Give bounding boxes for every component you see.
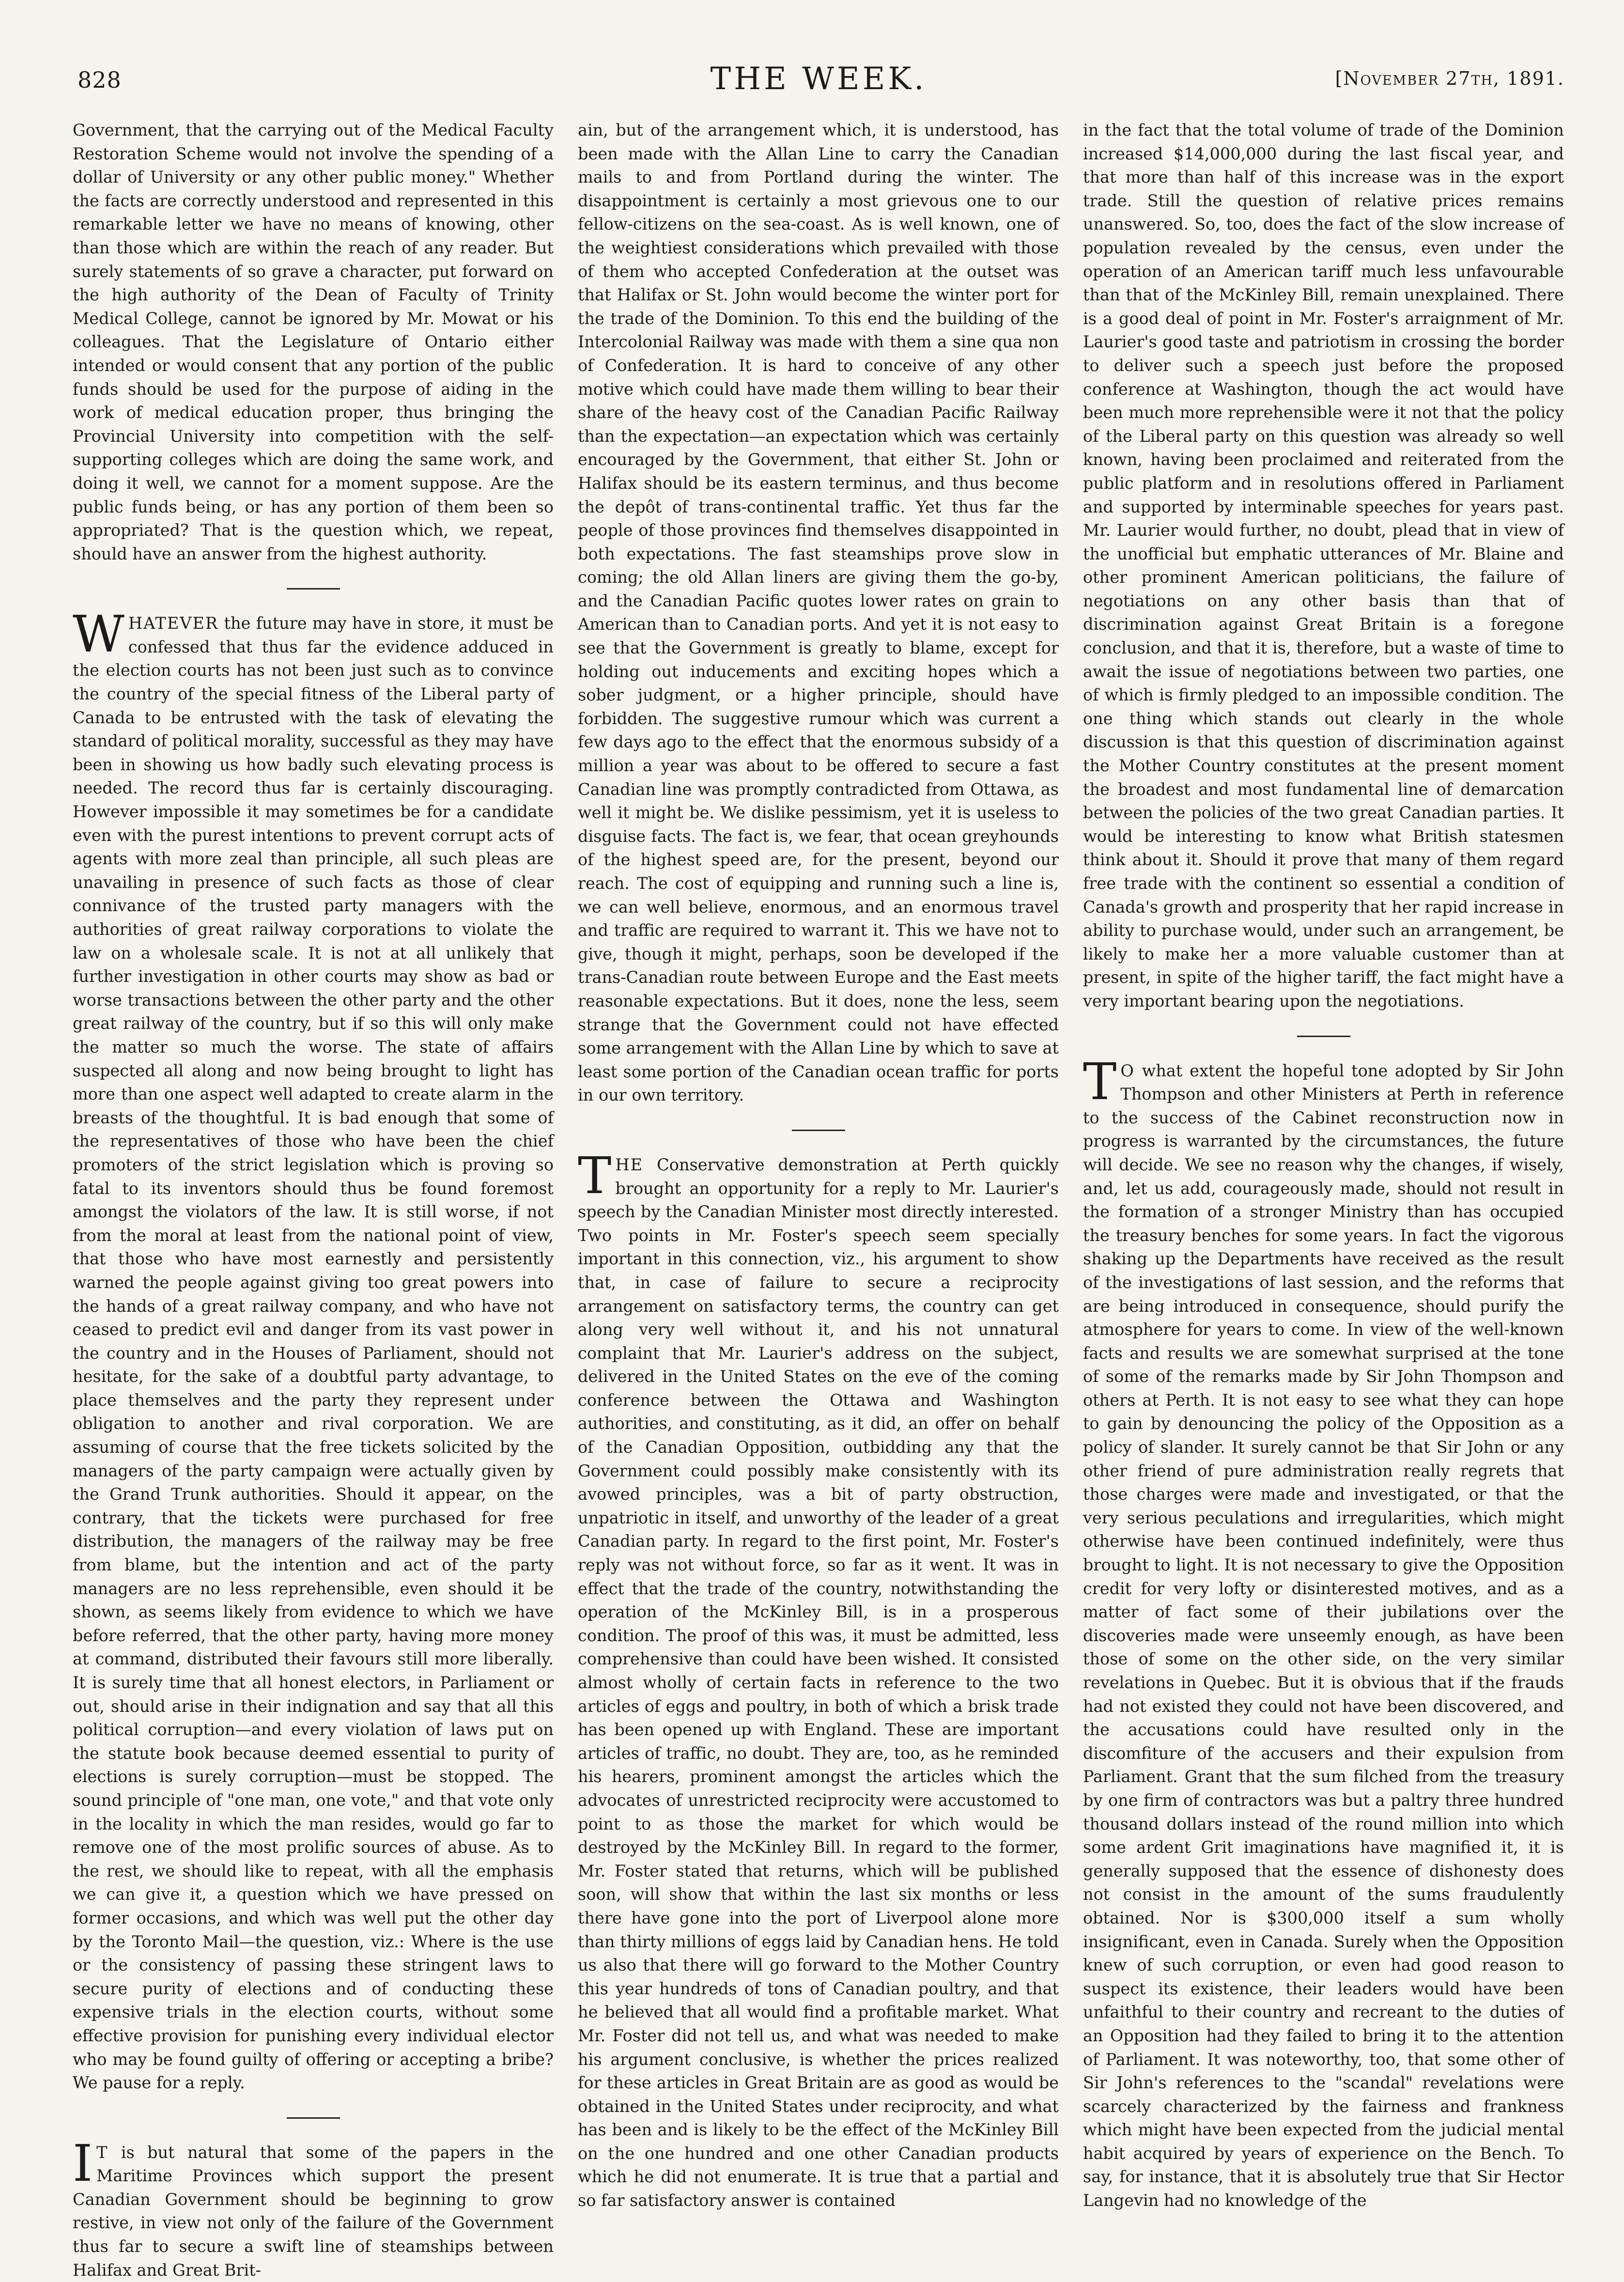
journal-title: THE WEEK. <box>710 61 927 97</box>
article-perth-demonstration <box>578 1146 1059 2213</box>
page-number: 828 <box>77 67 122 93</box>
article-text: in the fact that the total volume of trade of the Dominion increased $14,000,000 during the last fiscal year, and that more than half of this increase was in the export trade. Still the question of relative prices remains unanswered. So, too, does the fact of the slow increase of population revealed by the census, even under the operation of an American tariff much less unfavourable than that of the McKinley Bill, remain unexplained. There is a good deal of point in Mr. Foster's arraignment of Mr. Laurier's good taste and patriotism in crossing the border to deliver such a speech just before the proposed conference at Washington, though the act would have been much more reprehensible were it not that the policy of the Liberal party on this question was already so well known, having been proclaimed and reiterated from the public platform and in resolutions offered in Parliament and supported by interminable speeches for years past. Mr. Laurier would further, no doubt, plead that in view of the unofficial but emphatic utterances of Mr. Blaine and other prominent American politicians, the failure of negotiations on any other basis than that of discrimination against Great Britain is a foregone conclusion, and that it is, therefore, but a waste of time to await the issue of negotiations between two parties, one of which is firmly pledged to an impossible condition. The one thing which stands out clearly in the whole discussion is that this question of discrimination against the Mother Country constitutes at the present moment the broadest and most fundamental line of demarcation between the policies of the two great Canadian parties. It would be interesting to know what British statesmen think about it. Should it prove that many of them regard free trade with the continent so essential a condition of Canada's growth and prosperity that her rapid increase in ability to purchase would, under such an arrangement, be likely to make her a more valuable customer than at present, in spite of the higher tariff, the fact might have a very important bearing upon the negotiations. <box>1083 121 1564 1010</box>
section-divider <box>287 2117 340 2119</box>
article-text: Government, that the carrying out of the Medical Faculty Restoration Scheme would not involve the spending of a dollar of University or any other public money." Whether the facts are correctly understood and represented in this remarkable letter we have no means of knowing, other than those which are within the reach of any reader. But surely statements of so grave a character, put forward on the high authority of the Dean of Faculty of Trinity Medical College, cannot be ignored by Mr. Mowat or his colleagues. That the Legislature of Ontario either intended or would consent that any portion of the public funds should be used for the purpose of aiding in the work of medical education proper, thus bringing the Provincial University into competition with the self-supporting colleges which are doing the same work, and doing it well, we cannot for a moment suppose. Are the public funds being, or has any portion of them been so appropriated? That is the question which, we repeat, should have an answer from the highest authority. <box>73 121 554 563</box>
section-divider <box>1297 1036 1350 1037</box>
article-perth-demonstration-continued <box>1083 119 1564 1013</box>
article-election-courts <box>73 605 554 2095</box>
article-columns <box>73 119 1564 2280</box>
column-3 <box>1083 119 1564 2240</box>
article-medical-faculty-continued <box>73 119 554 566</box>
column-1 <box>73 119 554 2280</box>
drop-cap: T <box>578 1146 612 1205</box>
lead-word: O <box>1120 1061 1135 1080</box>
lead-word: HATEVER <box>128 614 219 633</box>
lead-word: HE <box>615 1155 644 1174</box>
article-text: is but natural that some of the papers in the Maritime Provinces which support the present Canadian Government should be beginning to grow restive, in view not only of the failure of the Government thus far to secure a swift line of steamships between Halifax and Great Brit- <box>73 2142 554 2280</box>
article-paragraph <box>578 1146 1059 2213</box>
article-paragraph <box>73 605 554 2095</box>
article-text: ain, but of the arrangement which, it is understood, has been made with the Allan Line to carry the Canadian mails to and from Portland during the winter. The disappointment is certainly a most grievous one to our fellow-citizens on the sea-coast. As is well known, one of the weightiest considerations which prevailed with those of them who accepted Confederation at the outset was that Halifax or St. John would become the winter port for the trade of the Dominion. To this end the building of the Intercolonial Railway was made with them a sine qua non of Confederation. It is hard to conceive of any other motive which could have made them willing to bear their share of the heavy cost of the Canadian Pacific Railway than the expectation—an expectation which was certainly encouraged by the Government, that either St. John or Halifax should be its eastern terminus, and thus become the depôt of trans-continental traffic. Yet thus far the people of those provinces find themselves disappointed in both expectations. The fast steamships prove slow in coming; the old Allan liners are giving them the go-by, and the Canadian Pacific quotes lower rates on grain to American than to Canadian ports. And yet it is not easy to see that the Government is greatly to blame, except for holding out inducements and exciting hopes which a sober judgment, or a higher principle, should have forbidden. The suggestive rumour which was current a few days ago to the effect that the enormous subsidy of a million a year was about to be offered to secure a fast Canadian line was promptly contradicted from Ottawa, as well it might be. We dislike pessimism, yet it is useless to disguise facts. The fact is, we fear, that ocean greyhounds of the highest speed are, for the present, beyond our reach. The cost of equipping and running such a line is, we can well believe, enormous, and an enormous travel and traffic are required to warrant it. This we have not to give, though it might, perhaps, soon be developed if the trans-Canadian route between Europe and the East meets reasonable expectations. But it does, none the less, seem strange that the Government could not have effected some arrangement with the Allan Line by which to save at least some portion of the Canadian ocean traffic for ports in our own territory. <box>578 121 1059 1105</box>
article-text: Conservative demonstration at Perth quickly brought an opportunity for a reply to Mr. Laurier's speech by the Canadian Minister most directly interested. Two points in Mr. Foster's speech seem specially important in this connection, viz., his argument to show that, in case of failure to secure a reciprocity arrangement on satisfactory terms, the country can get along very well without it, and his not unnatural complaint that Mr. Laurier's address on the subject, delivered in the United States on the eve of the coming conference between the Ottawa and Washington authorities, and constituting, as it did, an offer on behalf of the Canadian Opposition, outbidding any that the Government could possibly make consistently with its avowed principles, was a bit of party obstruction, unpatriotic in itself, and unworthy of the leader of a great Canadian party. In regard to the first point, Mr. Foster's reply was not without force, so far as it went. It was in effect that the trade of the country, notwithstanding the operation of the McKinley Bill, is in a prosperous condition. The proof of this was, it must be admitted, less comprehensive than could have been wished. It consisted almost wholly of certain facts in reference to the two articles of eggs and poultry, in both of which a brisk trade has been opened up with England. These are important articles of traffic, no doubt. They are, too, as he reminded his hearers, prominent amongst the articles which the advocates of unrestricted reciprocity were accustomed to point to as those the market for which would be destroyed by the McKinley Bill. In regard to the former, Mr. Foster stated that returns, which will be published soon, will show that within the last six months or less there have gone into the port of Liverpool alone more than thirty millions of eggs laid by Canadian hens. He told us also that there will go forward to the Mother Country this year hundreds of tons of Canadian poultry, and that he believed that all would find a profitable market. What Mr. Foster did not tell us, and what was needed to make his argument conclusive, is whether the prices realized for these articles in Great Britain are as good as would be obtained in the United States under reciprocity, and what has been and is likely to be the effect of the McKinley Bill on the one hundred and one other Canadian products which he did not enumerate. It is true that a partial and so far satisfactory answer is contained <box>578 1155 1059 2210</box>
article-paragraph <box>1083 1052 1564 2213</box>
lead-word: T <box>96 2142 108 2162</box>
section-divider <box>287 588 340 590</box>
section-divider <box>792 1130 845 1131</box>
article-text: the future may have in store, it must be confessed that thus far the evidence adduced in the election courts has not been just such as to convince the country of the special fitness of the Liberal party of Canada to be entrusted with the task of elevating the standard of political morality, successful as they may have been in showing us how badly such elevating process is needed. The record thus far is certainly discouraging. However impossible it may sometimes be for a candidate even with the purest intentions to prevent corrupt acts of agents with more zeal than principle, all such pleas are unavailing in presence of such facts as those of clear connivance of the trusted party managers with the authorities of great railway corporations to violate the law on a wholesale scale. It is not at all unlikely that further investigation in other courts may show as bad or worse transactions between the other party and the other great railway of the country, but if so this will only make the matter so much the worse. The state of affairs suspected all along and now being brought to light has more than one aspect well adapted to create alarm in the breasts of the thoughtful. It is bad enough that some of the representatives of those who have been the chief promoters of the strict legislation which is proving so fatal to its inventors should thus be found foremost amongst the violators of the law. It is still worse, if not from the moral at least from the national point of view, that those who have most earnestly and persistently warned the people against giving too great powers into the hands of a great railway company, and who have not ceased to predict evil and danger from its vast power in the country and in the Houses of Parliament, should not hesitate, for the sake of a doubtful party advantage, to place themselves and the party they represent under obligation to another and rival corporation. We are assuming of course that the free tickets solicited by the managers of the party campaign were actually given by the Grand Trunk authorities. Should it appear, on the contrary, that the tickets were purchased for free distribution, the managers of the railway may be free from blame, but the intention and act of the party managers are no less reprehensible, even should it be shown, as seems likely from evidence to which we have before referred, that the other party, having more money at command, distributed their favours still more liberally. It is surely time that all honest electors, in Parliament or out, should arise in their indignation and say that all this political corruption—and every violation of laws put on the statute book because deemed essential to purity of elections is surely corruption—must be stopped. The sound principle of "one man, one vote," and that vote only in the locality in which the man resides, would go far to remove one of the most prolific sources of abuse. As to the rest, we should like to repeat, with all the emphasis we can give it, a question which we have pressed on former occasions, and which was well put the other day by the Toronto Mail—the question, viz.: Where is the use or the consistency of passing these stringent laws to secure purity of elections and of conducting these expensive trials in the election courts, without some effective provision for punishing every individual elector who may be found guilty of offering or accepting a bribe? We pause for a reply. <box>73 614 554 2093</box>
page-header <box>73 57 1564 101</box>
article-cabinet-reconstruction <box>1083 1052 1564 2213</box>
column-2 <box>578 119 1059 2240</box>
drop-cap: W <box>73 605 124 664</box>
issue-date: [November 27th, 1891. <box>1335 68 1564 89</box>
article-text: what extent the hopeful tone adopted by Sir John Thompson and other Ministers at Perth in reference to the success of the Cabinet reconstruction now in progress is warranted by the circumstances, the future will decide. We see no reason why the changes, if wisely, and, let us add, courageously made, should not result in the formation of a stronger Ministry than has occupied the treasury benches for some years. In fact the vigorous shaking up the Departments have received as the result of the investigations of last session, and the reforms that are being introduced in consequence, should purify the atmosphere for years to come. In view of the well-known facts and results we are somewhat surprised at the tone of some of the remarks made by Sir John Thompson and others at Perth. It is not easy to see what they can hope to gain by denouncing the policy of the Opposition as a policy of slander. It surely cannot be that Sir John or any other friend of pure administration really regrets that those charges were made and investigated, or that the very serious peculations and irregularities, which might otherwise have been continued indefinitely, were thus brought to light. It is not necessary to give the Opposition credit for very lofty or disinterested motives, and as a matter of fact some of their jubilations over the discoveries made were unseemly enough, as have been those of some on the other side, on the very similar revelations in Quebec. But it is obvious that if the frauds had not existed they could not have been discovered, and the accusations could have resulted only in the discomfiture of the accusers and their expulsion from Parliament. Grant that the sum filched from the treasury by one firm of contractors was but a paltry three hundred thousand dollars instead of the round million into which some ardent Grit imaginations have magnified it, it is generally supposed that the essence of dishonesty does not consist in the amount of the sums fraudulently obtained. Nor is $300,000 itself a sum wholly insignificant, even in Canada. Surely when the Opposition knew of such corruption, or even had good reason to suspect its existence, their leaders would have been unfaithful to their country and recreant to the duties of an Opposition had they failed to bring it to the attention of Parliament. It was noteworthy, too, that some other of Sir John's references to the "scandal" revelations were scarcely characterized by the fairness and frankness which might have been expected from the judicial mental habit acquired by years of experience on the Bench. To say, for instance, that it is absolutely true that Sir Hector Langevin had no knowledge of the <box>1083 1061 1564 2210</box>
drop-cap: I <box>73 2133 93 2193</box>
article-paragraph <box>73 2133 554 2282</box>
drop-cap: T <box>1083 1052 1117 1111</box>
article-maritime-provinces <box>73 2133 554 2282</box>
article-maritime-provinces-continued <box>578 119 1059 1107</box>
